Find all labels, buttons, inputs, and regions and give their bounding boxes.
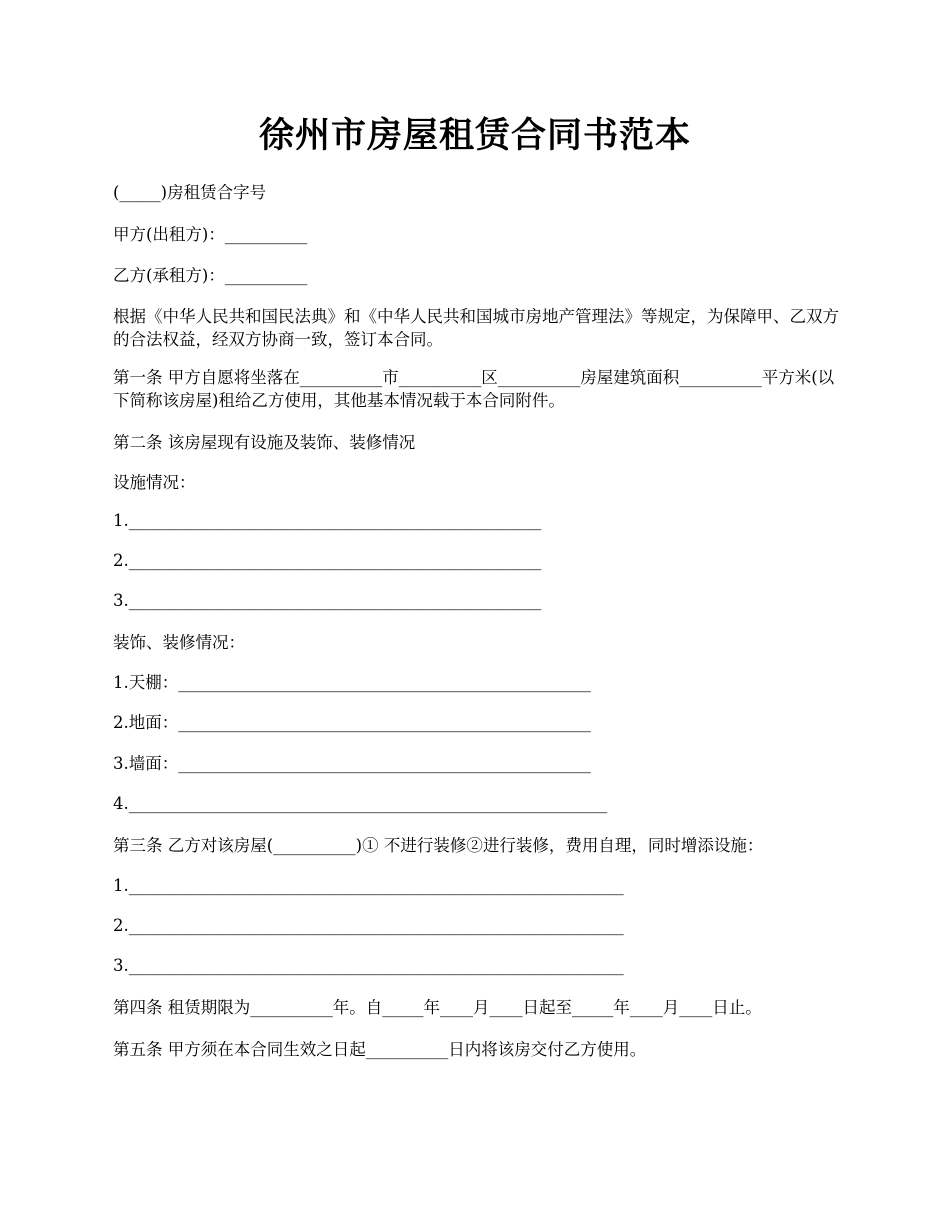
article-3-paragraph: 第三条 乙方对该房屋(__________)① 不进行装修②进行装修，费用自理，同时增添设施：: [113, 836, 764, 855]
facilities-heading: 设施情况：: [113, 473, 196, 492]
added-facility-line-2: 2.____________________________________________________________: [113, 916, 624, 935]
added-facility-line-3: 3.____________________________________________________________: [113, 956, 624, 975]
added-facility-line-1: 1.____________________________________________________________: [113, 876, 624, 895]
contract-number-line: (_____)房租赁合字号: [113, 183, 267, 202]
article-2-heading: 第二条 该房屋现有设施及装饰、装修情况: [113, 433, 416, 452]
preamble-paragraph: 根据《中华人民共和国民法典》和《中华人民共和国城市房地产管理法》等规定，为保障甲、乙双方的合法权益，经双方协商一致，签订本合同。: [113, 307, 839, 349]
decoration-line-4: 4.__________________________________________________________: [113, 794, 608, 813]
party-a-line: 甲方(出租方)：__________: [113, 225, 308, 244]
article-4-paragraph: 第四条 租赁期限为__________年。自_____年____月____日起至_____年____月____日止。: [113, 998, 762, 1017]
party-b-line: 乙方(承租方)：__________: [113, 266, 308, 285]
decoration-ceiling-line: 1.天棚：__________________________________________________: [113, 673, 591, 692]
facility-line-3: 3.__________________________________________________: [113, 591, 542, 610]
document-title: 徐州市房屋租赁合同书范本: [258, 115, 691, 156]
article-1-paragraph: 第一条 甲方自愿将坐落在__________市__________区__________房屋建筑面积__________平方米(以下简称该房屋)租给乙方使用，其他基本情况载于本合同附件。: [113, 368, 835, 410]
facility-line-1: 1.__________________________________________________: [113, 511, 542, 530]
article-5-paragraph: 第五条 甲方须在本合同生效之日起__________日内将该房交付乙方使用。: [113, 1040, 647, 1059]
decoration-wall-line: 3.墙面：__________________________________________________: [113, 754, 591, 773]
facility-line-2: 2.__________________________________________________: [113, 551, 542, 570]
decoration-floor-line: 2.地面：__________________________________________________: [113, 713, 591, 732]
decoration-heading: 装饰、装修情况：: [113, 633, 245, 652]
